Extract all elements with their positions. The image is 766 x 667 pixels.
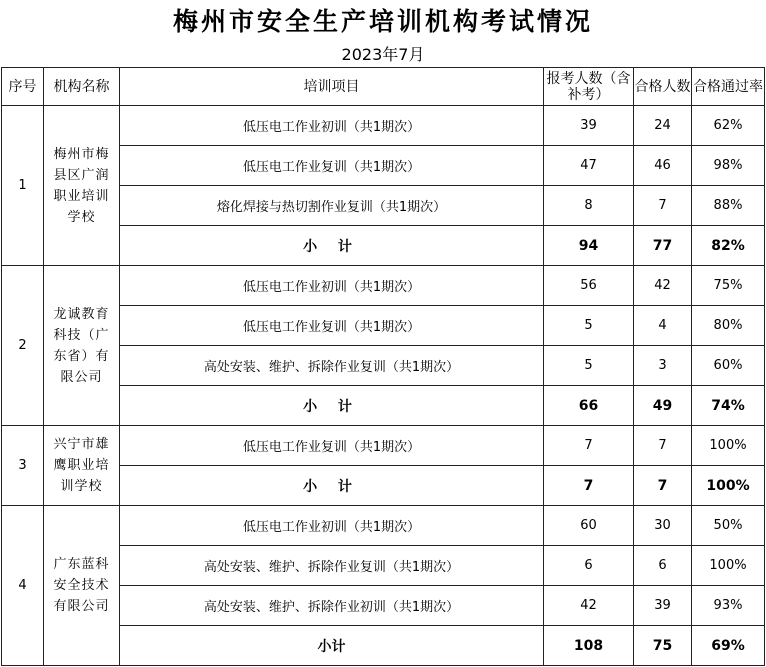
subtotal-applicants: 94 — [544, 226, 634, 266]
subtotal-rate: 69% — [692, 626, 765, 666]
applicants-cell: 6 — [544, 546, 634, 586]
table-row — [2, 426, 765, 466]
group-seq: 2 — [2, 266, 44, 426]
applicants-cell: 60 — [544, 506, 634, 546]
passed-cell: 6 — [634, 546, 692, 586]
subtotal-rate: 100% — [692, 466, 765, 506]
rate-cell: 100% — [692, 426, 765, 466]
subtotal-applicants: 66 — [544, 386, 634, 426]
header-org: 机构名称 — [44, 68, 120, 106]
subtotal-passed: 75 — [634, 626, 692, 666]
rate-cell: 60% — [692, 346, 765, 386]
subtotal-passed: 49 — [634, 386, 692, 426]
passed-cell: 46 — [634, 146, 692, 186]
header-rate: 合格通过率 — [692, 68, 765, 106]
group-seq: 1 — [2, 106, 44, 266]
table-row — [2, 506, 765, 546]
subtotal-label: 小 计 — [120, 386, 544, 426]
rate-cell: 88% — [692, 186, 765, 226]
training-item: 高处安装、维护、拆除作业复训（共1期次） — [120, 346, 544, 386]
training-item: 熔化焊接与热切割作业复训（共1期次） — [120, 186, 544, 226]
subtotal-applicants: 7 — [544, 466, 634, 506]
rate-cell: 75% — [692, 266, 765, 306]
rate-cell: 80% — [692, 306, 765, 346]
subtotal-rate: 74% — [692, 386, 765, 426]
training-item: 低压电工作业复训（共1期次） — [120, 426, 544, 466]
rate-cell: 50% — [692, 506, 765, 546]
header-applicants: 报考人数（含补考） — [544, 68, 634, 106]
header-row — [2, 68, 765, 106]
applicants-cell: 47 — [544, 146, 634, 186]
page-title: 梅州市安全生产培训机构考试情况 — [172, 7, 593, 36]
rate-cell: 100% — [692, 546, 765, 586]
applicants-cell: 39 — [544, 106, 634, 146]
org-name: 龙诚教育科技（广东省）有限公司 — [44, 266, 120, 426]
rate-cell: 93% — [692, 586, 765, 626]
passed-cell: 24 — [634, 106, 692, 146]
passed-cell: 7 — [634, 186, 692, 226]
table-row — [2, 106, 765, 146]
report-date: 2023年7月 — [341, 44, 425, 64]
applicants-cell: 7 — [544, 426, 634, 466]
subtotal-passed: 7 — [634, 466, 692, 506]
subtotal-label: 小 计 — [120, 226, 544, 266]
rate-cell: 98% — [692, 146, 765, 186]
rate-cell: 62% — [692, 106, 765, 146]
applicants-cell: 8 — [544, 186, 634, 226]
table-row — [2, 266, 765, 306]
header-passed: 合格人数 — [634, 68, 692, 106]
passed-cell: 30 — [634, 506, 692, 546]
passed-cell: 4 — [634, 306, 692, 346]
group-seq: 3 — [2, 426, 44, 506]
passed-cell: 42 — [634, 266, 692, 306]
group-seq: 4 — [2, 506, 44, 666]
training-item: 低压电工作业初训（共1期次） — [120, 266, 544, 306]
subtotal-label: 小 计 — [120, 466, 544, 506]
passed-cell: 39 — [634, 586, 692, 626]
applicants-cell: 42 — [544, 586, 634, 626]
training-item: 低压电工作业复训（共1期次） — [120, 146, 544, 186]
training-item: 低压电工作业初训（共1期次） — [120, 106, 544, 146]
subtotal-rate: 82% — [692, 226, 765, 266]
training-item: 低压电工作业初训（共1期次） — [120, 506, 544, 546]
org-name: 广东蓝科安全技术有限公司 — [44, 506, 120, 666]
subtotal-passed: 77 — [634, 226, 692, 266]
org-name: 梅州市梅县区广润职业培训学校 — [44, 106, 120, 266]
passed-cell: 3 — [634, 346, 692, 386]
training-item: 高处安装、维护、拆除作业复训（共1期次） — [120, 546, 544, 586]
header-item: 培训项目 — [120, 68, 544, 106]
training-item: 低压电工作业复训（共1期次） — [120, 306, 544, 346]
exam-results-table — [1, 67, 765, 666]
subtotal-label: 小计 — [120, 626, 544, 666]
org-name: 兴宁市雄鹰职业培训学校 — [44, 426, 120, 506]
subtotal-applicants: 108 — [544, 626, 634, 666]
applicants-cell: 5 — [544, 346, 634, 386]
applicants-cell: 5 — [544, 306, 634, 346]
training-item: 高处安装、维护、拆除作业初训（共1期次） — [120, 586, 544, 626]
header-seq: 序号 — [2, 68, 44, 106]
passed-cell: 7 — [634, 426, 692, 466]
applicants-cell: 56 — [544, 266, 634, 306]
